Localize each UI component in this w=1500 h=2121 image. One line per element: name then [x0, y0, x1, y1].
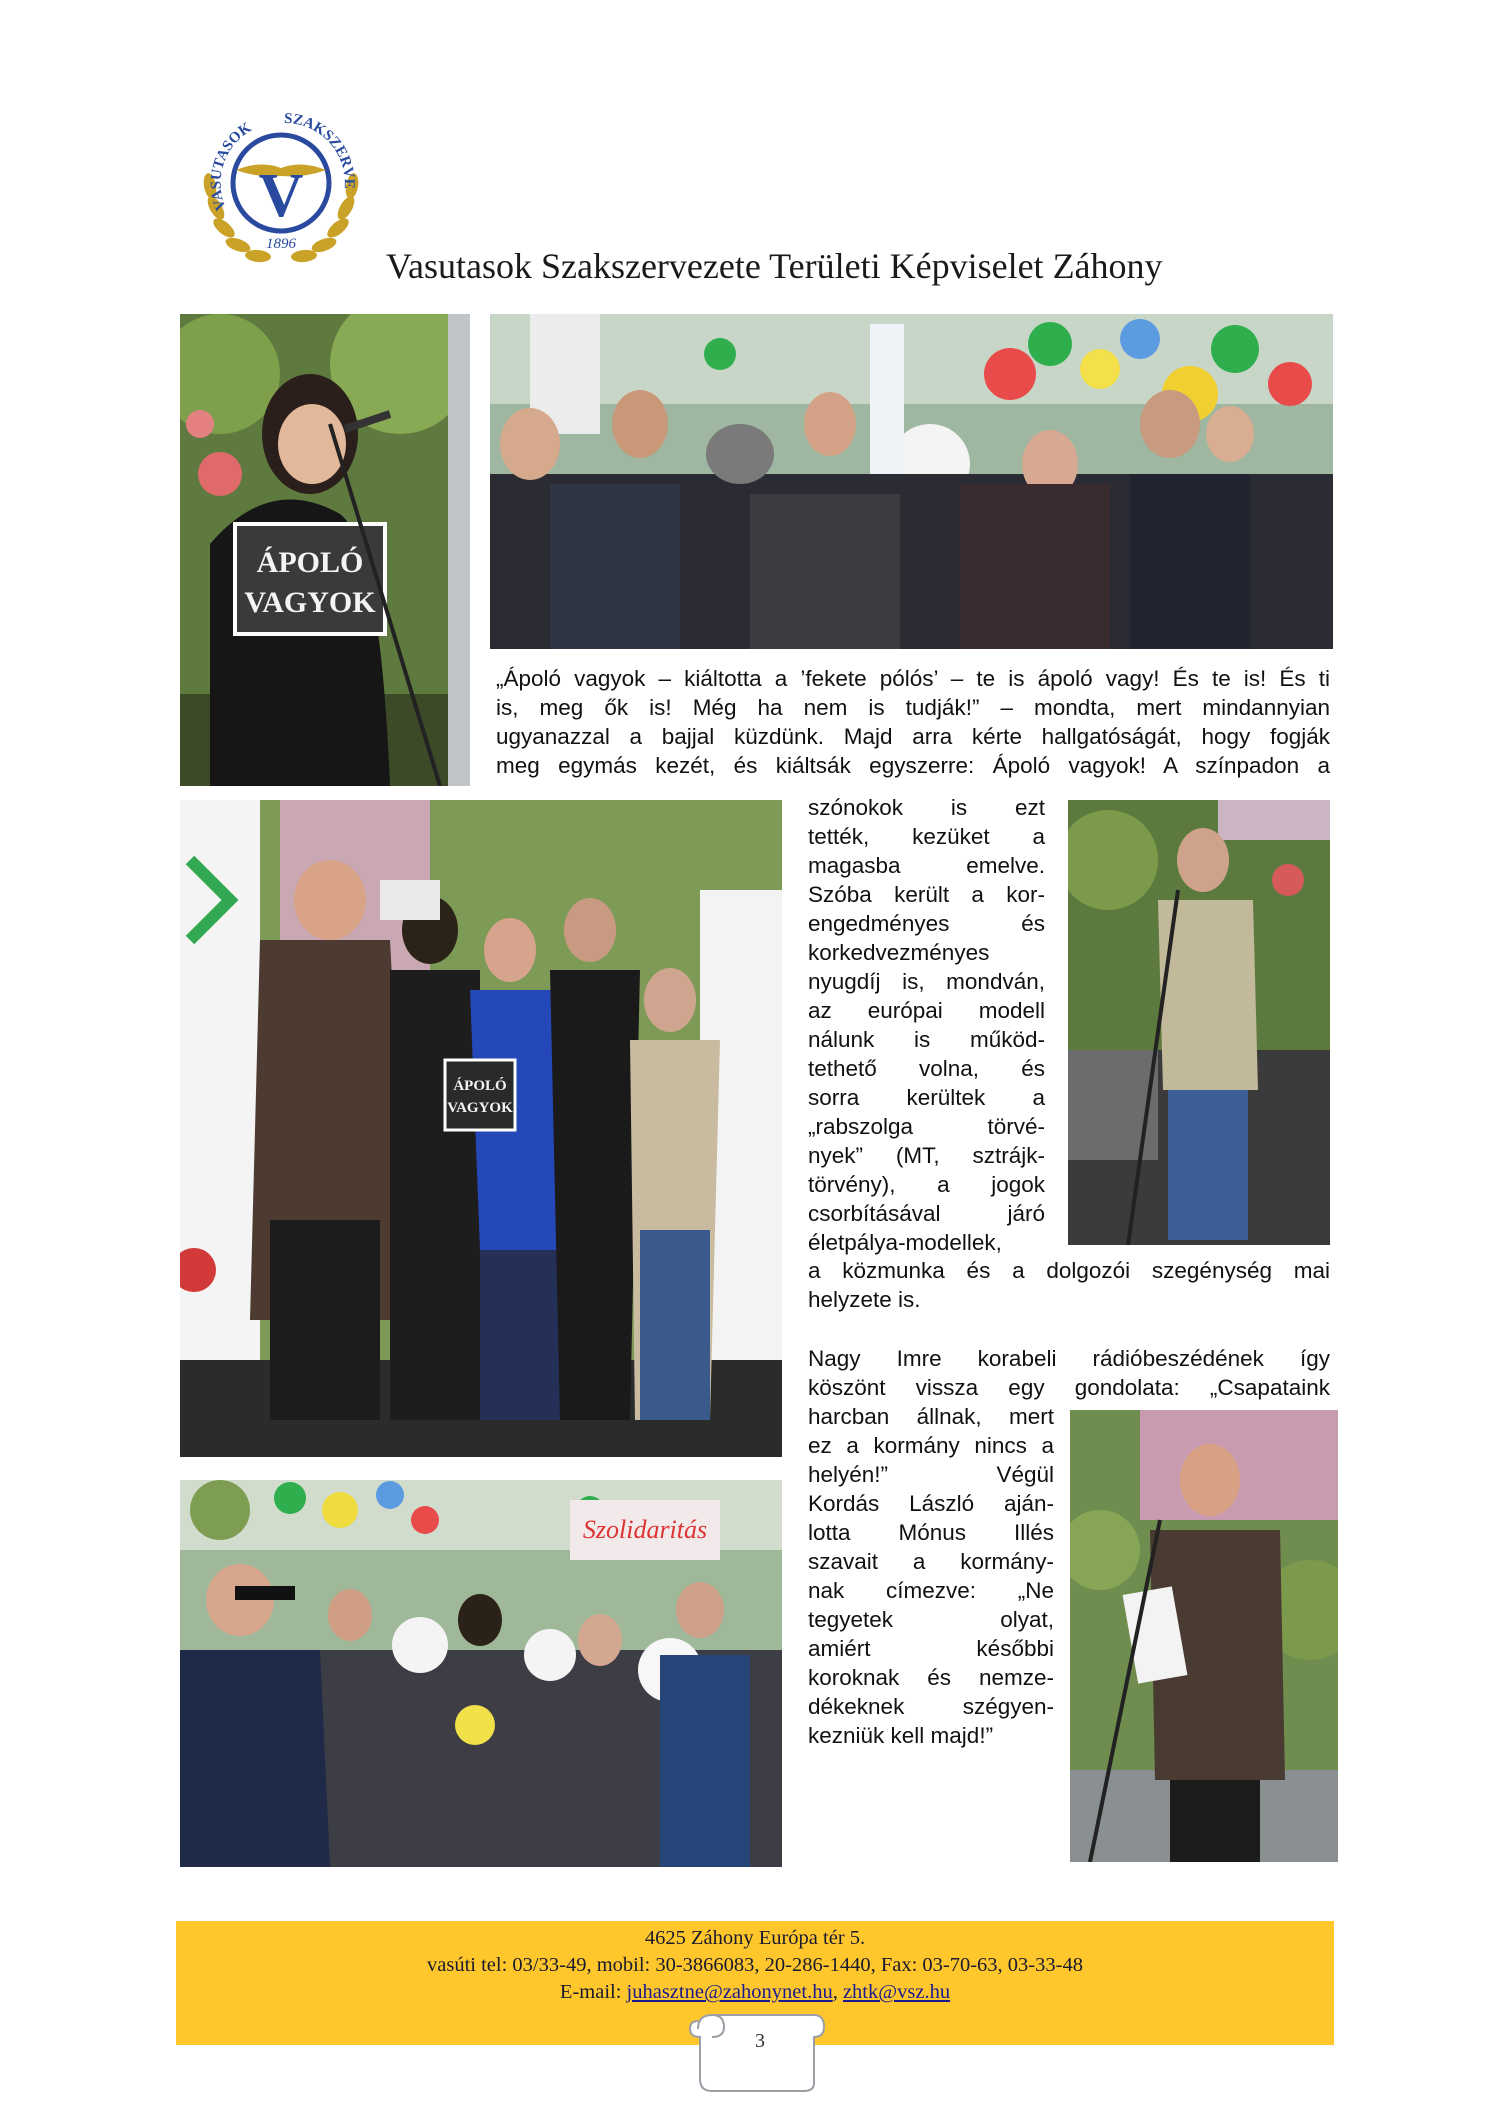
- footer-address: 4625 Záhony Európa tér 5.: [644, 1927, 866, 1949]
- svg-text:1896: 1896: [266, 236, 296, 252]
- photo-speaker-man-jacket: [1068, 800, 1330, 1245]
- text-line: harcban állnak, mert: [808, 1404, 1054, 1429]
- text-line: törvény), a jogok: [808, 1172, 1045, 1197]
- text-line: tethető volna, és: [808, 1056, 1045, 1081]
- text-line: a közmunka és a dolgozói szegénység mai: [808, 1258, 1330, 1283]
- email-link-zhtk[interactable]: zhtk@vsz.hu: [842, 1981, 951, 2003]
- article-continuation: [808, 1256, 1330, 1314]
- text-line: helyén!” Végül: [808, 1462, 1054, 1487]
- sign-line-2: VAGYOK: [244, 586, 376, 619]
- text-line: Szóba került a kor-: [808, 882, 1045, 907]
- text-line: nyek” (MT, sztrájk-: [808, 1143, 1045, 1168]
- photo-crowd-balloons: [490, 314, 1333, 649]
- email-separator: ,: [832, 1981, 843, 2003]
- footer-email-line: [176, 1979, 1334, 2006]
- page-title: Vasutasok Szakszervezete Területi Képviselet Záhony: [386, 246, 1163, 286]
- text-line: tették, kezüket a: [808, 824, 1045, 849]
- text-line: tegyetek olyat,: [808, 1607, 1054, 1632]
- text-line: dékeknek szégyen-: [808, 1694, 1054, 1719]
- text-line: kezniük kell majd!”: [808, 1723, 994, 1748]
- text-line: nyugdíj is, mondván,: [808, 969, 1045, 994]
- photo-marching-crowd: [180, 1480, 782, 1867]
- article-column-1: [808, 793, 1045, 1257]
- sign-line-1: ÁPOLÓ: [256, 546, 364, 579]
- text-line: életpálya-modellek,: [808, 1230, 1002, 1255]
- text-line: ez a kormány nincs a: [808, 1433, 1054, 1458]
- text-line: Kordás László aján-: [808, 1491, 1054, 1516]
- article-column-2: [808, 1402, 1054, 1750]
- text-line: szónokok is ezt: [808, 795, 1045, 820]
- text-line: engedményes és: [808, 911, 1045, 936]
- photo-stage-speakers: [180, 800, 782, 1457]
- text-line: ugyanazzal a bajjal küzdünk. Majd arra kérte hallgatóságát, hogy fogják: [496, 724, 1330, 749]
- sign-line-2: VAGYOK: [447, 1100, 513, 1116]
- text-line: szavait a kormány-: [808, 1549, 1054, 1574]
- page-number: 3: [755, 2030, 765, 2052]
- text-line: csorbításával járó: [808, 1201, 1045, 1226]
- text-line: lotta Mónus Illés: [808, 1520, 1054, 1545]
- text-line: „rabszolga törvé-: [808, 1114, 1045, 1139]
- text-line: nak címezve: „Ne: [808, 1578, 1054, 1603]
- article-paragraph-2: [808, 1344, 1330, 1402]
- text-line: nálunk is működ-: [808, 1027, 1045, 1052]
- text-line: koroknak és nemze-: [808, 1665, 1054, 1690]
- photo-speaker-woman: [180, 314, 470, 786]
- text-line: sorra kerültek a: [808, 1085, 1045, 1110]
- svg-text:V: V: [258, 162, 304, 230]
- text-line: „Ápoló vagyok – kiáltotta a ’fekete pólós’ – te is ápoló vagy! És te is! És ti: [496, 666, 1330, 691]
- email-label: E-mail:: [559, 1981, 627, 2003]
- text-line: köszönt vissza egy gondolata: „Csapataink: [808, 1375, 1330, 1400]
- sign-line-1: ÁPOLÓ: [453, 1078, 507, 1094]
- text-line: Nagy Imre korabeli rádióbeszédének így: [808, 1346, 1330, 1371]
- banner-text: Szolidaritás: [582, 1515, 708, 1544]
- photo-speaker-man-paper: [1070, 1410, 1338, 1862]
- footer-phones: vasúti tel: 03/33-49, mobil: 30-3866083, 20-286-1440, Fax: 03-70-63, 03-33-48: [427, 1954, 1083, 1976]
- text-line: helyzete is.: [808, 1287, 921, 1312]
- union-logo: [186, 88, 376, 278]
- text-line: az európai modell: [808, 998, 1045, 1023]
- svg-text:SZAKSZERVEZETE: SZAKSZERVE: [283, 110, 357, 189]
- email-link-juhasztne[interactable]: juhasztne@zahonynet.hu: [626, 1981, 833, 2003]
- text-line: is, meg ők is! Még ha nem is tudják!” – mondta, mert mindannyian: [496, 695, 1330, 720]
- text-line: magasba emelve.: [808, 853, 1045, 878]
- text-line: korkedvezményes: [808, 940, 990, 965]
- text-line: amiért későbbi: [808, 1636, 1054, 1661]
- svg-text:VASUTASOK: VASUTASOK: [208, 119, 255, 213]
- text-line: meg egymás kezét, és kiáltsák egyszerre: Ápoló vagyok! A színpadon a: [496, 753, 1330, 778]
- article-paragraph-1: [496, 664, 1330, 780]
